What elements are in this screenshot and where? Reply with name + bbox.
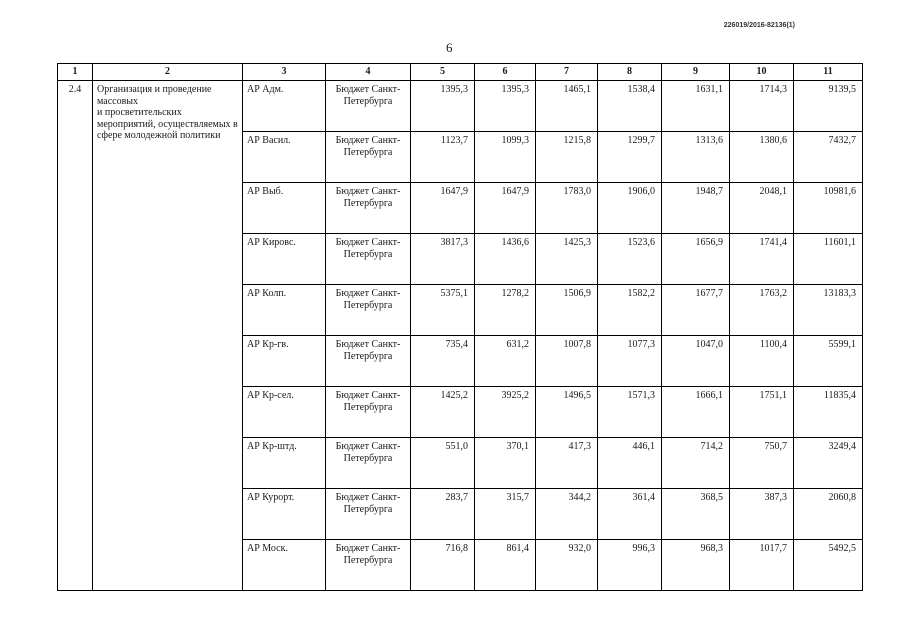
value-cell: 996,3	[598, 540, 662, 591]
value-cell: 1047,0	[662, 336, 730, 387]
value-cell: 1395,3	[475, 81, 536, 132]
value-cell: 13183,3	[794, 285, 863, 336]
value-cell: 1425,3	[536, 234, 598, 285]
value-cell: 1666,1	[662, 387, 730, 438]
value-cell: 551,0	[411, 438, 475, 489]
district-name: АР Кировс.	[243, 234, 326, 285]
value-cell: 368,5	[662, 489, 730, 540]
header-cell: 4	[326, 64, 411, 81]
value-cell: 1751,1	[730, 387, 794, 438]
district-name: АР Моск.	[243, 540, 326, 591]
district-name: АР Выб.	[243, 183, 326, 234]
header-cell: 7	[536, 64, 598, 81]
funding-source: Бюджет Санкт-Петербурга	[326, 387, 411, 438]
funding-source: Бюджет Санкт-Петербурга	[326, 234, 411, 285]
header-cell: 1	[58, 64, 93, 81]
header-cell: 2	[93, 64, 243, 81]
funding-source: Бюджет Санкт-Петербурга	[326, 132, 411, 183]
value-cell: 1906,0	[598, 183, 662, 234]
value-cell: 1948,7	[662, 183, 730, 234]
value-cell: 861,4	[475, 540, 536, 591]
value-cell: 370,1	[475, 438, 536, 489]
value-cell: 1077,3	[598, 336, 662, 387]
value-cell: 361,4	[598, 489, 662, 540]
value-cell: 11835,4	[794, 387, 863, 438]
funding-source: Бюджет Санкт-Петербурга	[326, 438, 411, 489]
funding-source: Бюджет Санкт-Петербурга	[326, 285, 411, 336]
value-cell: 1496,5	[536, 387, 598, 438]
header-cell: 10	[730, 64, 794, 81]
value-cell: 1538,4	[598, 81, 662, 132]
item-number: 2.4	[58, 81, 93, 591]
value-cell: 1741,4	[730, 234, 794, 285]
funding-source: Бюджет Санкт-Петербурга	[326, 489, 411, 540]
value-cell: 5599,1	[794, 336, 863, 387]
value-cell: 387,3	[730, 489, 794, 540]
value-cell: 1215,8	[536, 132, 598, 183]
district-name: АР Васил.	[243, 132, 326, 183]
district-name: АР Кр-гв.	[243, 336, 326, 387]
value-cell: 2048,1	[730, 183, 794, 234]
value-cell: 446,1	[598, 438, 662, 489]
value-cell: 714,2	[662, 438, 730, 489]
value-cell: 1299,7	[598, 132, 662, 183]
district-name: АР Кр-сел.	[243, 387, 326, 438]
value-cell: 1571,3	[598, 387, 662, 438]
table-row	[58, 81, 863, 132]
value-cell: 1523,6	[598, 234, 662, 285]
value-cell: 1278,2	[475, 285, 536, 336]
value-cell: 1425,2	[411, 387, 475, 438]
district-name: АР Колп.	[243, 285, 326, 336]
value-cell: 283,7	[411, 489, 475, 540]
value-cell: 417,3	[536, 438, 598, 489]
header-cell: 11	[794, 64, 863, 81]
document-id: 226019/2016-82136(1)	[723, 22, 795, 29]
header-cell: 3	[243, 64, 326, 81]
district-name: АР Курорт.	[243, 489, 326, 540]
value-cell: 1656,9	[662, 234, 730, 285]
header-cell: 9	[662, 64, 730, 81]
district-name: АР Кр-штд.	[243, 438, 326, 489]
value-cell: 735,4	[411, 336, 475, 387]
value-cell: 1313,6	[662, 132, 730, 183]
value-cell: 3925,2	[475, 387, 536, 438]
district-name: АР Адм.	[243, 81, 326, 132]
value-cell: 3817,3	[411, 234, 475, 285]
value-cell: 1380,6	[730, 132, 794, 183]
header-cell: 6	[475, 64, 536, 81]
value-cell: 750,7	[730, 438, 794, 489]
value-cell: 11601,1	[794, 234, 863, 285]
value-cell: 315,7	[475, 489, 536, 540]
value-cell: 1647,9	[411, 183, 475, 234]
header-cell: 8	[598, 64, 662, 81]
value-cell: 1007,8	[536, 336, 598, 387]
value-cell: 1677,7	[662, 285, 730, 336]
value-cell: 5492,5	[794, 540, 863, 591]
value-cell: 1395,3	[411, 81, 475, 132]
value-cell: 932,0	[536, 540, 598, 591]
value-cell: 1436,6	[475, 234, 536, 285]
value-cell: 1582,2	[598, 285, 662, 336]
value-cell: 2060,8	[794, 489, 863, 540]
page-number: 6	[446, 40, 453, 55]
budget-table	[57, 63, 863, 591]
value-cell: 1763,2	[730, 285, 794, 336]
value-cell: 716,8	[411, 540, 475, 591]
funding-source: Бюджет Санкт-Петербурга	[326, 81, 411, 132]
funding-source: Бюджет Санкт-Петербурга	[326, 540, 411, 591]
value-cell: 1714,3	[730, 81, 794, 132]
value-cell: 1506,9	[536, 285, 598, 336]
item-description: Организация и проведение массовых и просветительских мероприятий, осуществляемых в сфере молодежной политики	[93, 81, 243, 591]
value-cell: 1647,9	[475, 183, 536, 234]
value-cell: 968,3	[662, 540, 730, 591]
value-cell: 1099,3	[475, 132, 536, 183]
value-cell: 7432,7	[794, 132, 863, 183]
header-cell: 5	[411, 64, 475, 81]
value-cell: 9139,5	[794, 81, 863, 132]
funding-source: Бюджет Санкт-Петербурга	[326, 336, 411, 387]
value-cell: 344,2	[536, 489, 598, 540]
funding-source: Бюджет Санкт-Петербурга	[326, 183, 411, 234]
value-cell: 1465,1	[536, 81, 598, 132]
value-cell: 1123,7	[411, 132, 475, 183]
value-cell: 1783,0	[536, 183, 598, 234]
header-row	[58, 64, 863, 81]
value-cell: 3249,4	[794, 438, 863, 489]
value-cell: 1631,1	[662, 81, 730, 132]
value-cell: 631,2	[475, 336, 536, 387]
value-cell: 5375,1	[411, 285, 475, 336]
value-cell: 10981,6	[794, 183, 863, 234]
value-cell: 1100,4	[730, 336, 794, 387]
value-cell: 1017,7	[730, 540, 794, 591]
